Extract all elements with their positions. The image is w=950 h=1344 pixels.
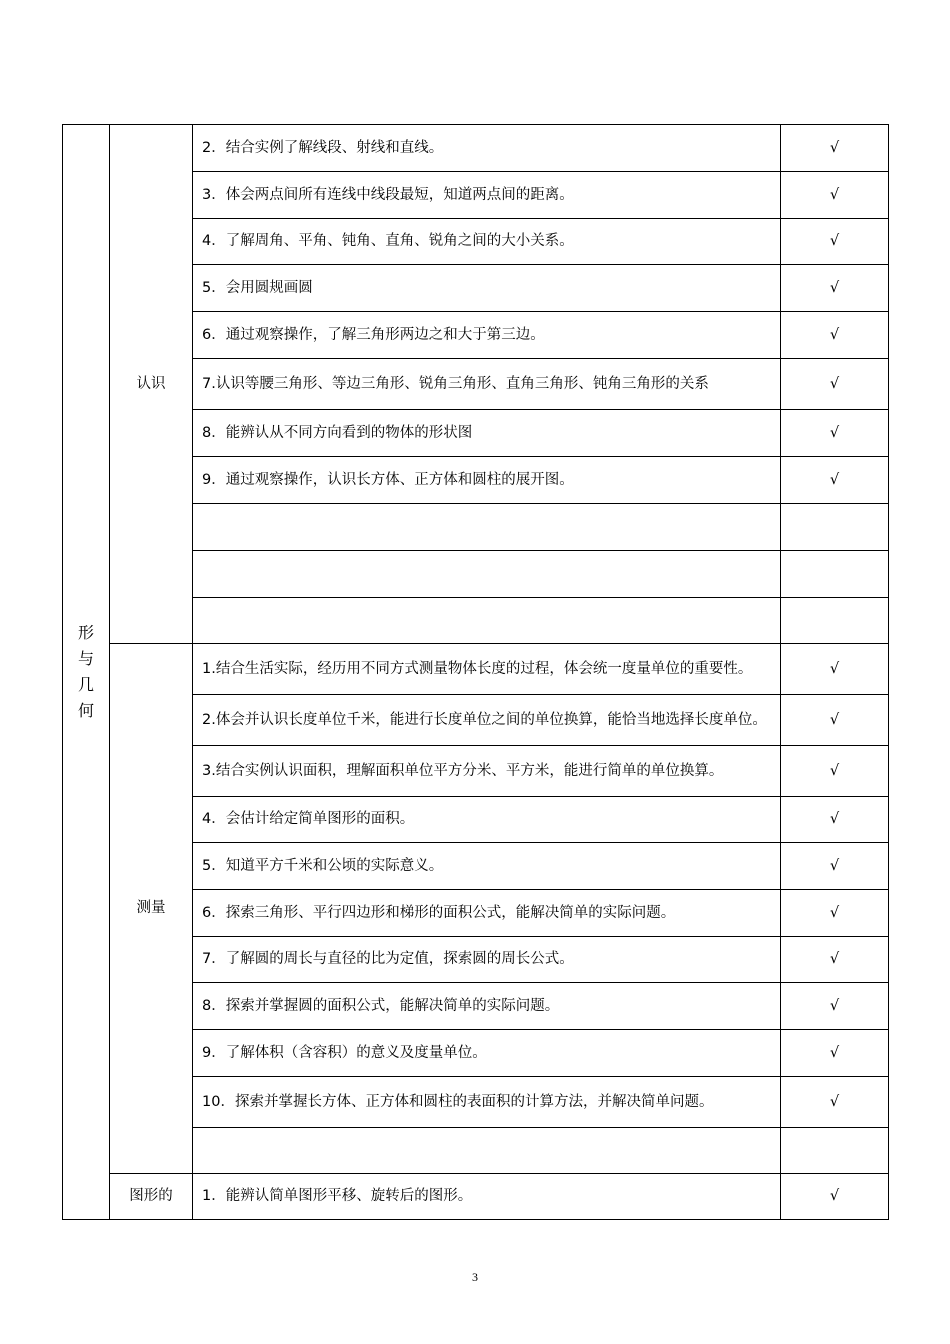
table-row bbox=[63, 1174, 889, 1220]
category-cell-recognition bbox=[110, 125, 193, 644]
check-mark bbox=[781, 1128, 889, 1174]
objective-text bbox=[193, 1128, 781, 1174]
objective-text: 2．结合实例了解线段、射线和直线。 bbox=[193, 125, 781, 172]
category-label: 测量 bbox=[136, 900, 166, 916]
objective-text: 8．能辨认从不同方向看到的物体的形状图 bbox=[193, 410, 781, 457]
objective-text: 9．了解体积（含容积）的意义及度量单位。 bbox=[193, 1030, 781, 1077]
check-mark: √ bbox=[781, 937, 889, 983]
check-mark: √ bbox=[781, 359, 889, 410]
objective-text: 6．探索三角形、平行四边形和梯形的面积公式，能解决简单的实际问题。 bbox=[193, 890, 781, 937]
check-mark: √ bbox=[781, 265, 889, 312]
check-mark: √ bbox=[781, 172, 889, 219]
check-mark: √ bbox=[781, 746, 889, 797]
objective-text bbox=[193, 598, 781, 644]
check-mark: √ bbox=[781, 797, 889, 843]
check-mark: √ bbox=[781, 219, 889, 265]
check-mark: √ bbox=[781, 410, 889, 457]
category-label: 图形的 bbox=[129, 1188, 173, 1204]
check-mark: √ bbox=[781, 983, 889, 1030]
objective-text: 9．通过观察操作，认识长方体、正方体和圆柱的展开图。 bbox=[193, 457, 781, 504]
objective-text: 4．会估计给定简单图形的面积。 bbox=[193, 797, 781, 843]
page-number: 3 bbox=[472, 1270, 478, 1284]
category-cell-measurement bbox=[110, 644, 193, 1174]
check-mark: √ bbox=[781, 695, 889, 746]
objective-text: 5．会用圆规画圆 bbox=[193, 265, 781, 312]
check-mark: √ bbox=[781, 843, 889, 890]
check-mark: √ bbox=[781, 457, 889, 504]
check-mark: √ bbox=[781, 1030, 889, 1077]
objective-text bbox=[193, 551, 781, 598]
objective-text: 4．了解周角、平角、钝角、直角、锐角之间的大小关系。 bbox=[193, 219, 781, 265]
objective-text: 7.认识等腰三角形、等边三角形、锐角三角形、直角三角形、钝角三角形的关系 bbox=[193, 359, 781, 410]
category-cell-transformation bbox=[110, 1174, 193, 1220]
category-label: 认识 bbox=[136, 375, 166, 392]
objective-text: 1.结合生活实际，经历用不同方式测量物体长度的过程，体会统一度量单位的重要性。 bbox=[193, 644, 781, 695]
objective-text: 5．知道平方千米和公顷的实际意义。 bbox=[193, 843, 781, 890]
check-mark: √ bbox=[781, 1174, 889, 1220]
check-mark: √ bbox=[781, 890, 889, 937]
check-mark bbox=[781, 551, 889, 598]
check-mark: √ bbox=[781, 312, 889, 359]
objective-text: 3.结合实例认识面积，理解面积单位平方分米、平方米，能进行简单的单位换算。 bbox=[193, 746, 781, 797]
table-row bbox=[63, 644, 889, 695]
check-mark bbox=[781, 504, 889, 551]
check-mark: √ bbox=[781, 644, 889, 695]
objective-text: 3．体会两点间所有连线中线段最短，知道两点间的距离。 bbox=[193, 172, 781, 219]
domain-cell bbox=[63, 125, 110, 1220]
check-mark: √ bbox=[781, 125, 889, 172]
domain-label: 形与几何 bbox=[77, 623, 94, 720]
objective-text: 7．了解圆的周长与直径的比为定值，探索圆的周长公式。 bbox=[193, 937, 781, 983]
objective-text: 2.体会并认识长度单位千米，能进行长度单位之间的单位换算，能恰当地选择长度单位。 bbox=[193, 695, 781, 746]
objective-text: 1．能辨认简单图形平移、旋转后的图形。 bbox=[193, 1174, 781, 1220]
objective-text: 8．探索并掌握圆的面积公式，能解决简单的实际问题。 bbox=[193, 983, 781, 1030]
check-mark bbox=[781, 598, 889, 644]
check-mark: √ bbox=[781, 1077, 889, 1128]
objective-text: 6．通过观察操作，了解三角形两边之和大于第三边。 bbox=[193, 312, 781, 359]
objective-text bbox=[193, 504, 781, 551]
objective-text: 10．探索并掌握长方体、正方体和圆柱的表面积的计算方法，并解决简单问题。 bbox=[193, 1077, 781, 1128]
table-row bbox=[63, 125, 889, 172]
curriculum-table bbox=[62, 124, 889, 1220]
